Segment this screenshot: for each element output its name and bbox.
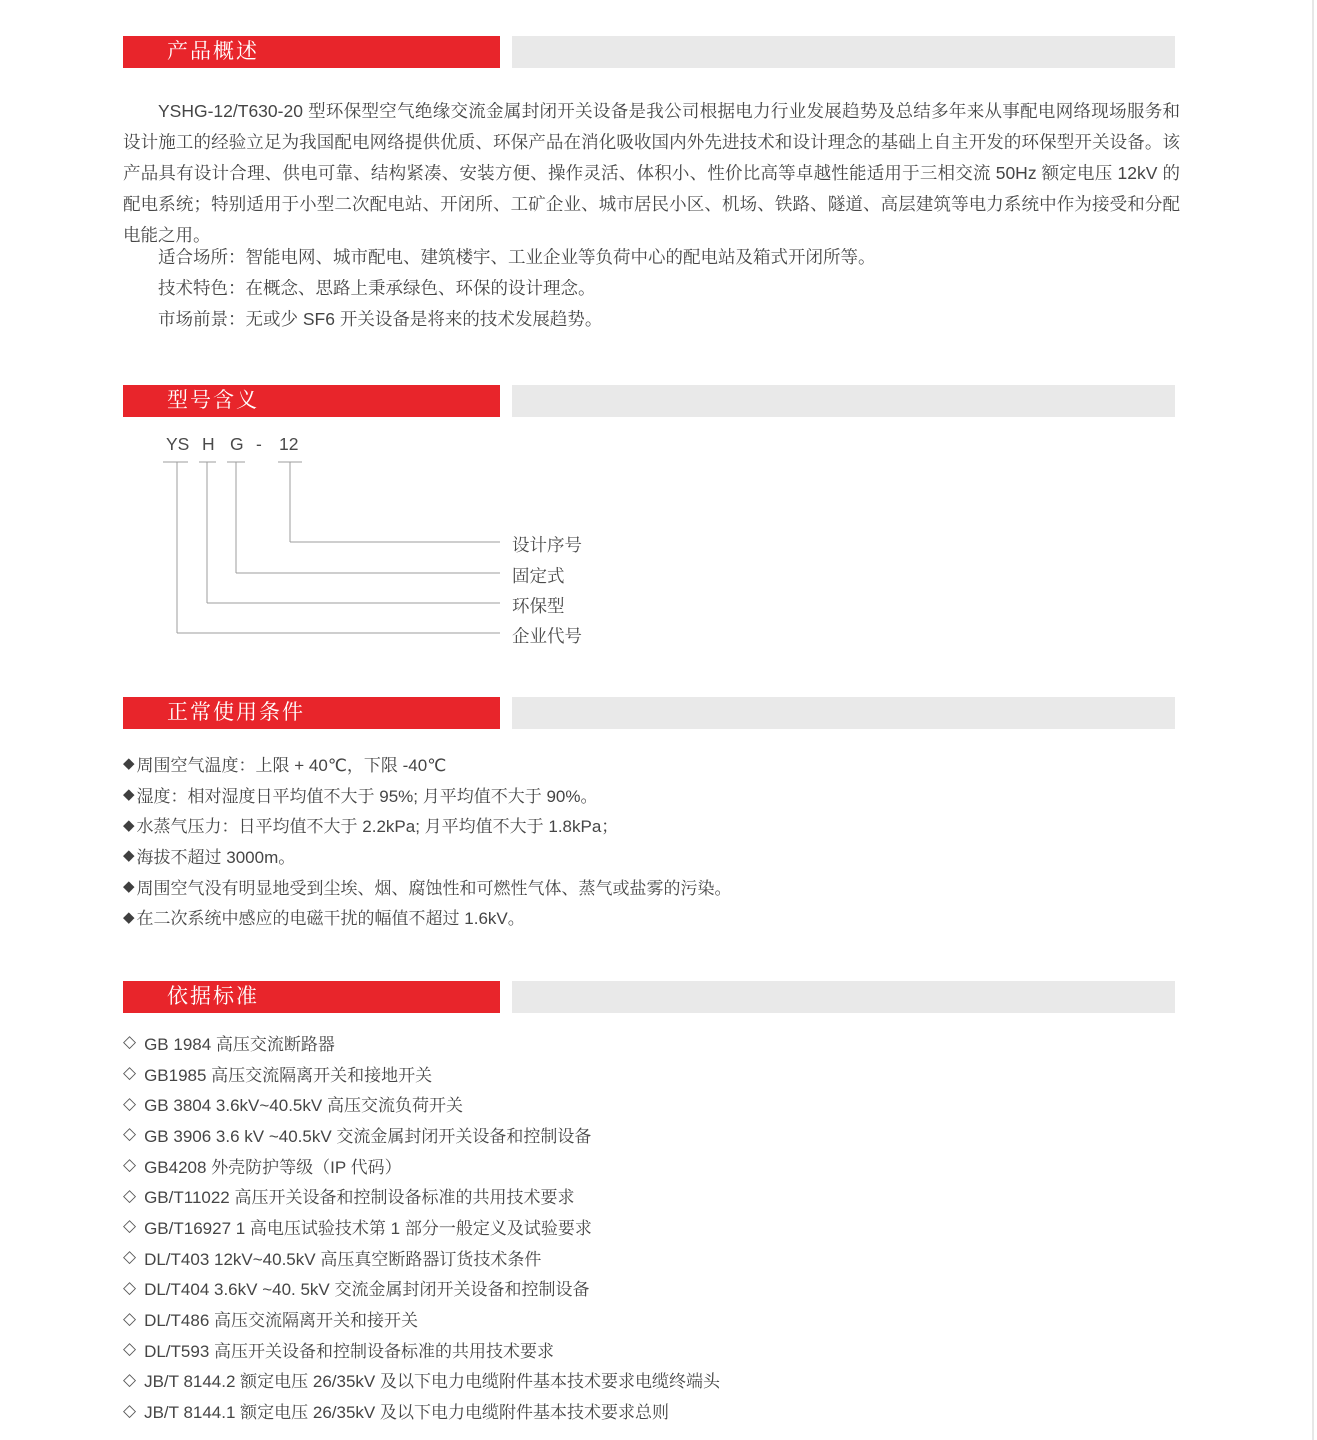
filled-diamond-bullet: ◆	[123, 878, 135, 896]
open-diamond-bullet: ◇	[123, 1400, 137, 1420]
model-label-eco-type: 环保型	[512, 596, 565, 616]
overview-points	[123, 242, 1180, 335]
standard-item	[123, 1242, 1183, 1273]
standard-item	[123, 1119, 1183, 1150]
model-code-part-dash: -	[256, 434, 262, 454]
section-header-gray-bar-standards	[512, 981, 1175, 1013]
filled-diamond-bullet: ◆	[123, 908, 135, 926]
overview-paragraph: YSHG-12/T630-20 型环保型空气绝缘交流金属封闭开关设备是我公司根据电力行业发展趋势及总结多年来从事配电网络现场服务和设计施工的经验立足为我国配电网络提供优质、环保产品在消化吸收国内外先进技术和设计理念的基础上自主开发的环保型开关设备。该产品具有设计合理、供电可靠、结构紧凑、安装方便、操作灵活、体积小、性价比高等卓越性能适用于三相交流 50Hz 额定电压 12kV 的配电系统；特别适用于小型二次配电站、开闭所、工矿企业、城市居民小区、机场、铁路、隧道、高层建筑等电力系统中作为接受和分配电能之用。	[123, 101, 1180, 245]
open-diamond-bullet: ◇	[123, 1185, 137, 1205]
model-code-part-12: 12	[279, 434, 299, 454]
section-header-overview	[123, 36, 500, 68]
open-diamond-bullet: ◇	[123, 1339, 137, 1359]
open-diamond-bullet: ◇	[123, 1277, 137, 1297]
standard-item-text: GB1985 高压交流隔离开关和接地开关	[144, 1065, 433, 1085]
standard-item	[123, 1088, 1183, 1119]
standard-item	[123, 1365, 1183, 1396]
standard-item-text: GB 1984 高压交流断路器	[144, 1034, 335, 1054]
model-label-company-code: 企业代号	[512, 626, 582, 646]
section-header-standards	[123, 981, 500, 1013]
standard-item-text: GB/T11022 高压开关设备和控制设备标准的共用技术要求	[144, 1188, 575, 1208]
model-code-part-h: H	[202, 434, 215, 454]
condition-item-text: 海拔不超过 3000m。	[136, 847, 296, 867]
open-diamond-bullet: ◇	[123, 1124, 137, 1144]
standard-item-text: JB/T 8144.2 额定电压 26/35kV 及以下电力电缆附件基本技术要求电缆终端头	[144, 1372, 720, 1392]
condition-item	[123, 901, 1183, 932]
standard-item-text: DL/T403 12kV~40.5kV 高压真空断路器订货技术条件	[144, 1249, 542, 1269]
connector-lines	[123, 430, 743, 660]
section-header-gray-bar-model	[512, 385, 1175, 417]
open-diamond-bullet: ◇	[123, 1093, 137, 1113]
open-diamond-bullet: ◇	[123, 1216, 137, 1236]
section-title-standards: 依据标准	[167, 985, 259, 1008]
filled-diamond-bullet: ◆	[123, 847, 135, 865]
section-header-conditions	[123, 697, 500, 729]
section-header-model	[123, 385, 500, 417]
section-header-gray-bar-conditions	[512, 697, 1175, 729]
condition-item	[123, 871, 1183, 902]
condition-item	[123, 748, 1183, 779]
standard-item-text: GB/T16927 1 高电压试验技术第 1 部分一般定义及试验要求	[144, 1218, 592, 1238]
open-diamond-bullet: ◇	[123, 1155, 137, 1175]
condition-item-text: 湿度：相对湿度日平均值不大于 95%; 月平均值不大于 90%。	[136, 786, 598, 806]
standard-item	[123, 1150, 1183, 1181]
model-code-part-g: G	[230, 434, 244, 454]
section-title-conditions: 正常使用条件	[167, 701, 305, 724]
overview-point-market-outlook: 市场前景：无或少 SF6 开关设备是将来的技术发展趋势。	[158, 309, 603, 329]
standard-item	[123, 1334, 1183, 1365]
standard-item	[123, 1180, 1183, 1211]
condition-item	[123, 779, 1183, 810]
open-diamond-bullet: ◇	[123, 1247, 137, 1267]
standard-item	[123, 1211, 1183, 1242]
conditions-list	[123, 748, 1183, 932]
standard-item	[123, 1395, 1183, 1426]
overview-point-technical-features: 技术特色：在概念、思路上秉承绿色、环保的设计理念。	[158, 278, 596, 298]
standards-list	[123, 1027, 1183, 1426]
model-label-design-serial: 设计序号	[512, 535, 582, 555]
open-diamond-bullet: ◇	[123, 1032, 137, 1052]
section-title-overview: 产品概述	[167, 40, 259, 63]
standard-item	[123, 1027, 1183, 1058]
standard-item-text: GB 3804 3.6kV~40.5kV 高压交流负荷开关	[144, 1096, 463, 1116]
condition-item	[123, 809, 1183, 840]
section-header-gray-bar-overview	[512, 36, 1175, 68]
filled-diamond-bullet: ◆	[123, 786, 135, 804]
overview-point-suitable-places: 适合场所：智能电网、城市配电、建筑楼宇、工业企业等负荷中心的配电站及箱式开闭所等。	[158, 247, 876, 267]
open-diamond-bullet: ◇	[123, 1063, 137, 1083]
condition-item	[123, 840, 1183, 871]
condition-item-text: 周围空气温度：上限 + 40℃，下限 -40℃	[136, 755, 447, 775]
standard-item	[123, 1273, 1183, 1304]
model-label-fixed-type: 固定式	[512, 566, 565, 586]
standard-item-text: JB/T 8144.1 额定电压 26/35kV 及以下电力电缆附件基本技术要求总则	[144, 1403, 669, 1423]
open-diamond-bullet: ◇	[123, 1369, 137, 1389]
filled-diamond-bullet: ◆	[123, 816, 135, 834]
standard-item-text: GB4208 外壳防护等级（IP 代码）	[144, 1157, 402, 1177]
standard-item-text: DL/T404 3.6kV ~40. 5kV 交流金属封闭开关设备和控制设备	[144, 1280, 590, 1300]
standard-item	[123, 1303, 1183, 1334]
page-edge-line	[1312, 0, 1314, 1440]
open-diamond-bullet: ◇	[123, 1308, 137, 1328]
condition-item-text: 水蒸气压力：日平均值不大于 2.2kPa; 月平均值不大于 1.8kPa；	[136, 817, 619, 837]
standard-item-text: DL/T593 高压开关设备和控制设备标准的共用技术要求	[144, 1341, 555, 1361]
filled-diamond-bullet: ◆	[123, 755, 135, 773]
condition-item-text: 在二次系统中感应的电磁干扰的幅值不超过 1.6kV。	[136, 909, 525, 929]
model-code-part-ys: YS	[166, 434, 190, 454]
model-designation-diagram	[123, 430, 743, 660]
section-title-model: 型号含义	[167, 389, 259, 412]
standard-item-text: GB 3906 3.6 kV ~40.5kV 交流金属封闭开关设备和控制设备	[144, 1126, 592, 1146]
condition-item-text: 周围空气没有明显地受到尘埃、烟、腐蚀性和可燃性气体、蒸气或盐雾的污染。	[136, 878, 732, 898]
standard-item	[123, 1058, 1183, 1089]
standard-item-text: DL/T486 高压交流隔离开关和接开关	[144, 1311, 419, 1331]
